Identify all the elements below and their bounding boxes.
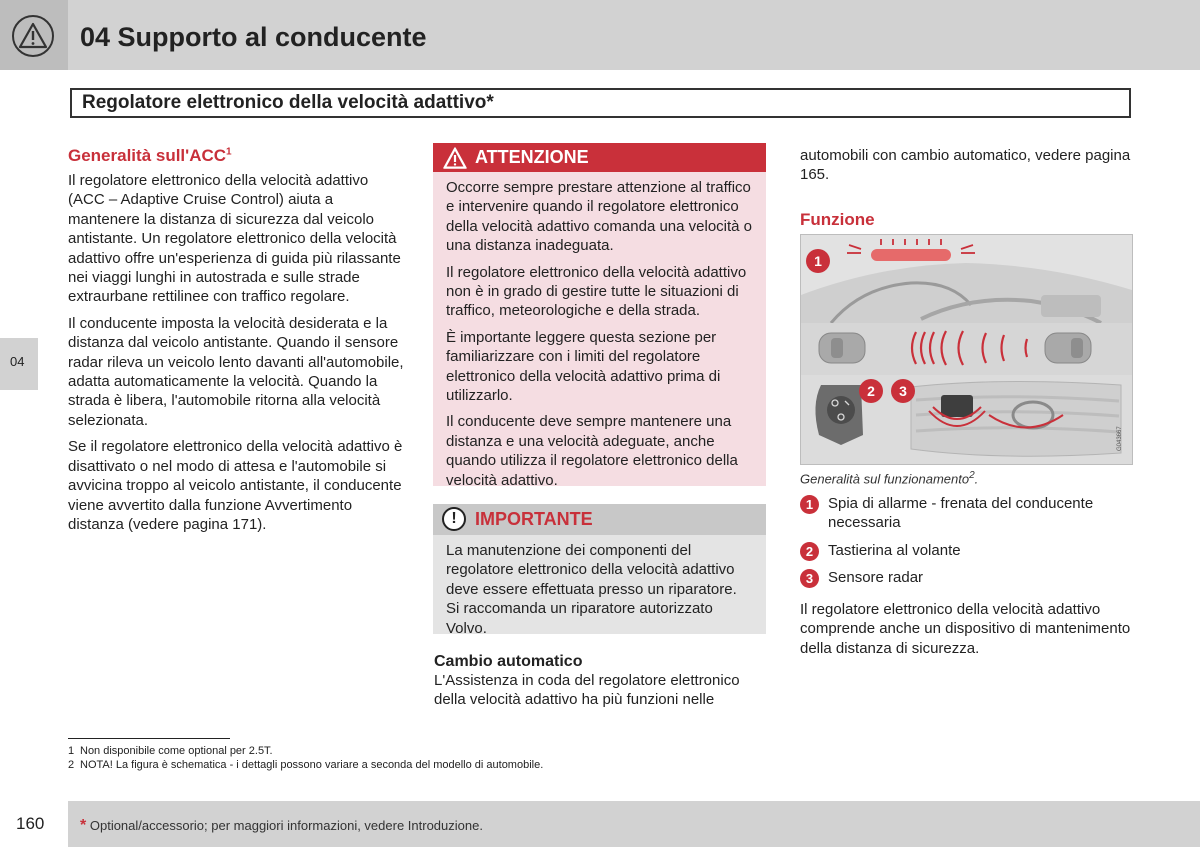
attention-header (433, 143, 766, 172)
important-header (433, 504, 766, 535)
cambio-heading: Cambio automatico (434, 653, 583, 670)
chapter-side-tab-number: 04 (10, 354, 25, 369)
warning-icon (12, 15, 54, 57)
svg-text:2: 2 (867, 383, 875, 399)
generalita-heading-text: Generalità sull'ACC (68, 146, 227, 165)
footnote-text: Non disponibile come optional per 2.5T. (80, 745, 273, 757)
cambio-body: L'Assistenza in coda del regolatore elettronico della velocità adattivo ha più funzioni nelle (434, 672, 740, 709)
acc-diagram (801, 235, 1132, 464)
footnote (68, 758, 543, 772)
footnote-divider (68, 738, 230, 739)
section-title: Regolatore elettronico della velocità adattivo* (82, 92, 494, 113)
generalita-paragraph-3: Se il regolatore elettronico della velocità adattivo è disattivato o nel modo di attesa e l'automobile si avvicina troppo al veicolo antistante, il conducente viene avvertito dalla funzione Avvertimento distanza (vedere pagina 171). (68, 438, 403, 533)
attention-title: ATTENZIONE (475, 147, 589, 167)
legend-item (800, 541, 1134, 560)
legend-number-badge: 1 (800, 495, 819, 514)
attention-paragraph-4: Il conducente deve sempre mantenere una distanza e una velocità adeguate, anche quando utilizza il regolatore elettronico della velocità adattivo. (446, 413, 738, 489)
footnote-ref-2: 2 (969, 470, 975, 481)
footnote-ref-1: 1 (226, 146, 232, 158)
footer-note (80, 817, 483, 835)
page-number: 160 (16, 814, 45, 833)
column-funzione-continuation (800, 146, 1134, 185)
important-box (433, 504, 766, 637)
warning-triangle-icon (442, 146, 468, 170)
legend-number-badge: 2 (800, 542, 819, 561)
legend-item-text: Sensore radar (828, 569, 924, 587)
footnote-number: 2 (68, 759, 75, 771)
acc-illustration (800, 234, 1133, 465)
generalita-paragraph-2: Il conducente imposta la velocità desiderata e la distanza dal veicolo antistante. Quando il sensore radar rileva un veicolo lento davanti all'automobile, adatta automaticamente la velocità. Quando la strada è libera, l'automobile ritorna alla velocità selezionata. (68, 314, 404, 429)
attention-paragraph-1: Occorre sempre prestare attenzione al traffico e intervenire quando il regolatore elettronico della velocità adattivo comanda una velocità o una distanza inadeguata. (446, 179, 753, 255)
figure-legend (800, 494, 1134, 596)
funzione-final-paragraph-box (800, 600, 1134, 658)
svg-text:3: 3 (899, 383, 907, 399)
footnote (68, 744, 543, 758)
attention-box (433, 143, 766, 489)
legend-item-text: Tastierina al volante (828, 541, 961, 559)
footnotes (68, 744, 543, 772)
legend-item (800, 494, 1134, 533)
footer-note-text: Optional/accessorio; per maggiori informazioni, vedere Introduzione. (89, 818, 483, 833)
footnote-number: 1 (68, 745, 75, 757)
generalita-heading (68, 146, 404, 166)
footnote-text: NOTA! La figura è schematica - i dettagli possono variare a seconda del modello di automobile. (80, 759, 544, 771)
chapter-title: 04 Supporto al conducente (80, 22, 427, 52)
funzione-final-paragraph: Il regolatore elettronico della velocità adattivo comprende anche un dispositivo di mantenimento della distanza di sicurezza. (800, 601, 1131, 657)
exclamation-icon: ! (442, 507, 466, 531)
footer-star: * (80, 817, 87, 834)
attention-paragraph-2: Il regolatore elettronico della velocità adattivo non è in grado di gestire tutte le situazioni di traffico, meteorologiche e della strada. (446, 263, 747, 320)
figure-caption-text: Generalità sul funzionamento (800, 471, 970, 487)
generalita-paragraph-1: Il regolatore elettronico della velocità adattivo (ACC – Adaptive Cruise Control) aiuta a mantenere la distanza di sicurezza dal veicolo antistante. Un regolatore elettronico della velocità adattivo offre un'esperienza di guida più rilassante nei viaggi lunghi in autostrada e sulle strade extraurbane rettilinee con traffico regolare. (68, 172, 401, 306)
figure-caption: Generalità sul funzionamento$^2$. (800, 470, 979, 487)
funzione-heading: Funzione (800, 210, 875, 229)
legend-number-badge: 3 (800, 569, 819, 588)
important-body: La manutenzione dei componenti del regolatore elettronico della velocità adattivo deve essere effettuata presso un riparatore. Si raccomanda un riparatore autorizzato Volvo. (446, 542, 737, 637)
important-title: IMPORTANTE (475, 509, 593, 529)
legend-item (800, 568, 1134, 587)
svg-text:1: 1 (814, 253, 822, 269)
continuation-text: automobili con cambio automatico, vedere pagina 165. (800, 147, 1131, 184)
cambio-section (434, 653, 769, 710)
column-generalita (68, 146, 404, 541)
legend-item-text: Spia di allarme - frenata del conducente necessaria (828, 495, 1094, 532)
attention-paragraph-3: È importante leggere questa sezione per familiarizzare con i limiti del regolatore elettronico della velocità adattivo prima di utilizzarlo. (446, 328, 721, 405)
figure-code: G043667 (1117, 426, 1123, 451)
